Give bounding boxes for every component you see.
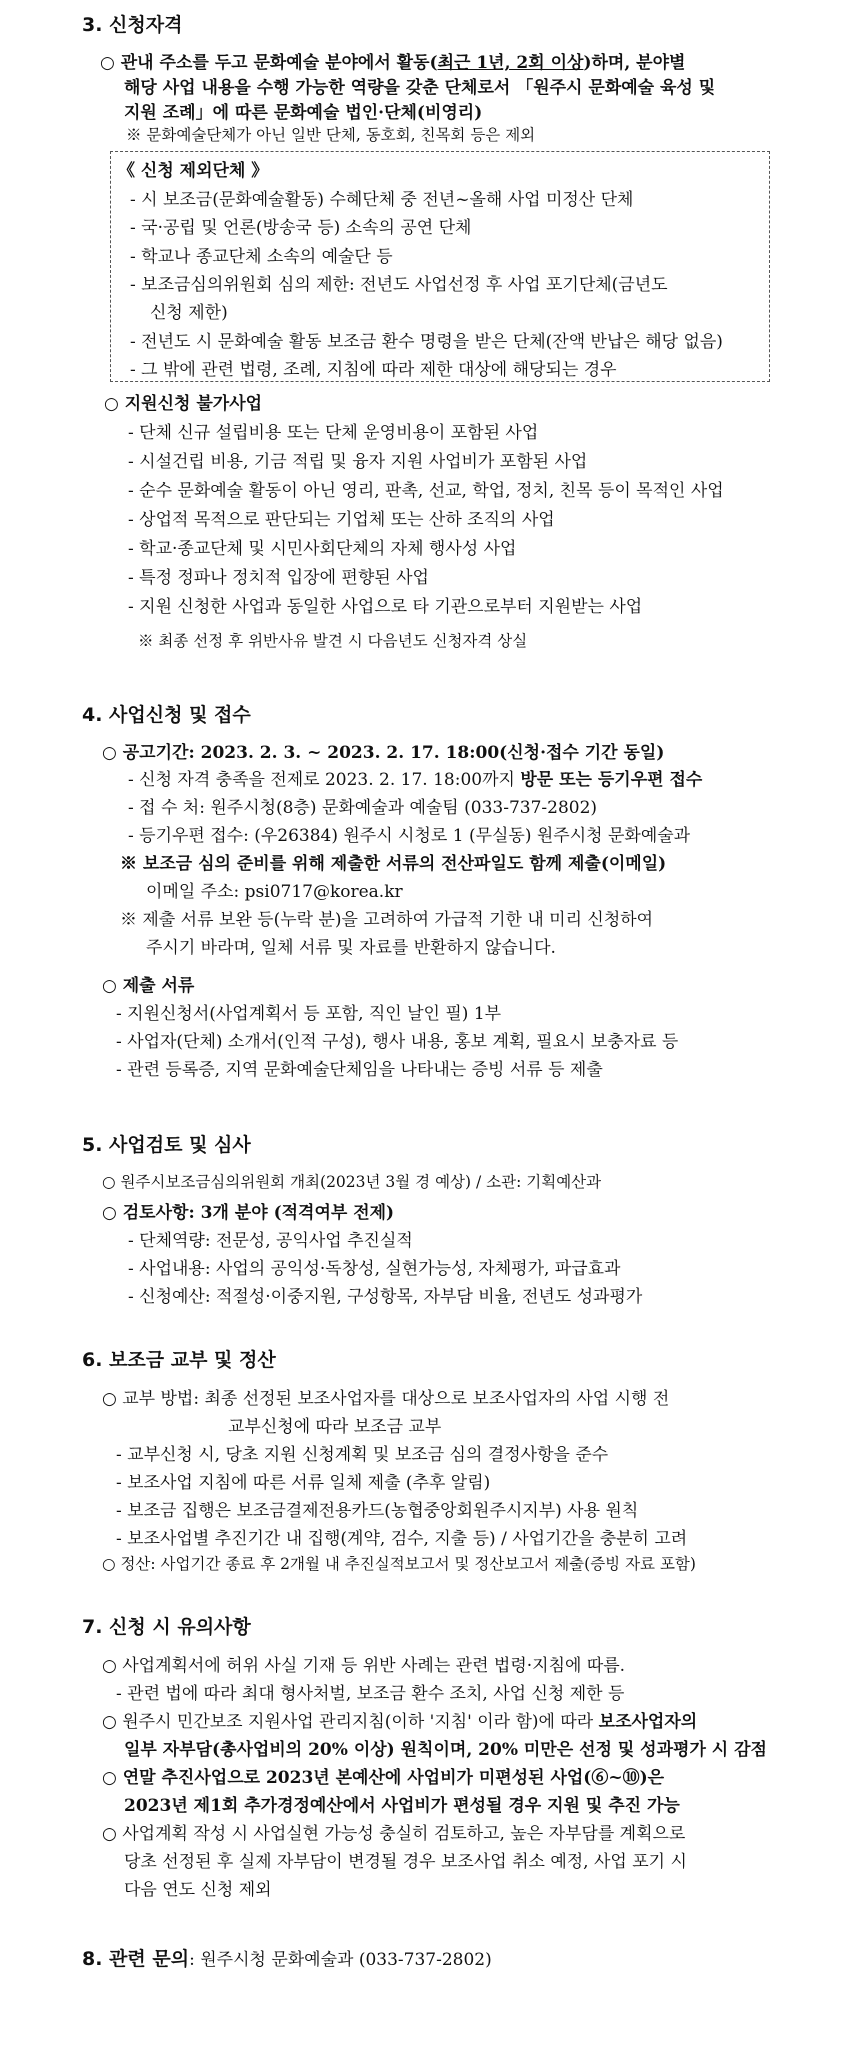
- unsupported-item: - 상업적 목적으로 판단되는 기업체 또는 산하 조직의 사업: [128, 510, 555, 530]
- s7-line5: ○ 연말 추진사업으로 2023년 본예산에 사업비가 미편성된 사업(⑥~⑩)은: [102, 1768, 665, 1788]
- s7-line4: 일부 자부담(총사업비의 20% 이상) 원칙이며, 20% 미만은 선정 및 성과평가 시 감점: [124, 1740, 767, 1760]
- s4-doc-item: - 사업자(단체) 소개서(인적 구성), 행사 내용, 홍보 계획, 필요시 보충자료 등: [116, 1032, 679, 1052]
- s5-item: - 사업내용: 사업의 공익성·독창성, 실현가능성, 자체평가, 파급효과: [128, 1259, 621, 1279]
- unsupported-title: ○ 지원신청 불가사업: [104, 394, 263, 414]
- s6-item: - 보조사업 지침에 따른 서류 일체 제출 (추후 알림): [116, 1473, 491, 1493]
- section-7-title: 7. 신청 시 유의사항: [82, 1616, 251, 1638]
- unsupported-item: - 지원 신청한 사업과 동일한 사업으로 타 기관으로부터 지원받는 사업: [128, 597, 643, 617]
- s6-item: - 보조사업별 추진기간 내 집행(계약, 검수, 지출 등) / 사업기간을 충분히 고려: [116, 1529, 688, 1549]
- excluded-item: - 학교나 종교단체 소속의 예술단 등: [130, 247, 393, 267]
- excluded-item: - 시 보조금(문화예술활동) 수혜단체 중 전년~올해 사업 미정산 단체: [130, 190, 634, 210]
- s4-doc-item: - 지원신청서(사업계획서 등 포함, 직인 날인 필) 1부: [116, 1004, 502, 1024]
- excluded-item: - 보조금심의위원회 심의 제한: 전년도 사업선정 후 사업 포기단체(금년도: [130, 275, 668, 295]
- s4-note2b: 주시기 바라며, 일체 서류 및 자료를 반환하지 않습니다.: [146, 938, 556, 958]
- section-6-title: 6. 보조금 교부 및 정산: [82, 1349, 276, 1371]
- s4-line2: - 접 수 처: 원주시청(8층) 문화예술과 예술팀 (033-737-2802): [128, 798, 598, 818]
- contact-text: : 원주시청 문화예술과 (033-737-2802): [189, 1950, 492, 1970]
- s5-line2: ○ 검토사항: 3개 분야 (적격여부 전제): [102, 1203, 395, 1223]
- s4-line1: - 신청 자격 충족을 전제로 2023. 2. 17. 18:00까지 방문 또는 등기우편 접수: [128, 770, 703, 790]
- unsupported-item: - 순수 문화예술 활동이 아닌 영리, 판촉, 선교, 학업, 정치, 친목 등이 목적인 사업: [128, 481, 724, 501]
- unsupported-note: ※ 최종 선정 후 위반사유 발견 시 다음년도 신청자격 상실: [138, 632, 528, 650]
- unsupported-item: - 단체 신규 설립비용 또는 단체 운영비용이 포함된 사업: [128, 423, 539, 443]
- s7-line1: ○ 사업계획서에 허위 사실 기재 등 위반 사례는 관련 법령·지침에 따름.: [102, 1656, 626, 1676]
- s7-line9: 다음 연도 신청 제외: [124, 1880, 272, 1900]
- s4-email: 이메일 주소: psi0717@korea.kr: [146, 882, 403, 902]
- s4-doc-item: - 관련 등록증, 지역 문화예술단체임을 나타내는 증빙 서류 등 제출: [116, 1060, 603, 1080]
- s7-line2: - 관련 법에 따라 최대 형사처벌, 보조금 환수 조치, 사업 신청 제한 등: [116, 1684, 625, 1704]
- s4-line3: - 등기우편 접수: (우26384) 원주시 시청로 1 (무실동) 원주시청 문화예술과: [128, 826, 691, 846]
- s3-intro-line3: 지원 조례」에 따른 문화예술 법인·단체(비영리): [124, 103, 483, 123]
- s3-intro-note: ※ 문화예술단체가 아닌 일반 단체, 동호회, 친목회 등은 제외: [126, 126, 536, 144]
- excluded-item: - 그 밖에 관련 법령, 조례, 지침에 따라 제한 대상에 해당되는 경우: [130, 360, 617, 380]
- s7-line8: 당초 선정된 후 실제 자부담이 변경될 경우 보조사업 취소 예정, 사업 포기 시: [124, 1852, 687, 1872]
- section-8: [82, 1944, 492, 1971]
- section-3-title: 3. 신청자격: [82, 14, 183, 36]
- s3-intro-line1: ○ 관내 주소를 두고 문화예술 분야에서 활동(최근 1년, 2회 이상)하며, 분야별: [100, 53, 686, 73]
- s7-line7: ○ 사업계획 작성 시 사업실현 가능성 충실히 검토하고, 높은 자부담를 계획으로: [102, 1824, 686, 1844]
- s5-line1: ○ 원주시보조금심의위원회 개최(2023년 3월 경 예상) / 소관: 기획예산과: [102, 1173, 602, 1191]
- unsupported-item: - 특정 정파나 정치적 입장에 편향된 사업: [128, 568, 429, 588]
- s4-note2a: ※ 제출 서류 보완 등(누락 분)을 고려하여 가급적 기한 내 미리 신청하여: [120, 910, 654, 930]
- s7-line3: ○ 원주시 민간보조 지원사업 관리지침(이하 '지침' 이라 함)에 따라 보조사업자의: [102, 1712, 698, 1732]
- s4-period: ○ 공고기간: 2023. 2. 3. ~ 2023. 2. 17. 18:00(신청·접수 기간 동일): [102, 743, 665, 763]
- s6-item: - 보조금 집행은 보조금결제전용카드(농협중앙회원주시지부) 사용 원칙: [116, 1501, 639, 1521]
- section-8-title: 8. 관련 문의: [82, 1948, 190, 1970]
- section-4-title: 4. 사업신청 및 접수: [82, 704, 251, 726]
- unsupported-item: - 시설건립 비용, 기금 적립 및 융자 지원 사업비가 포함된 사업: [128, 452, 588, 472]
- s6-line1b: 교부신청에 따라 보조금 교부: [228, 1417, 442, 1437]
- s3-intro-line2: 해당 사업 내용을 수행 가능한 역량을 갖춘 단체로서 「원주시 문화예술 육성 및: [124, 78, 716, 98]
- excluded-item: 신청 제한): [150, 303, 228, 323]
- s6-settlement: ○ 정산: 사업기간 종료 후 2개월 내 추진실적보고서 및 정산보고서 제출(증빙 자료 포함): [102, 1555, 696, 1573]
- s6-line1: ○ 교부 방법: 최종 선정된 보조사업자를 대상으로 보조사업자의 사업 시행 전: [102, 1389, 670, 1409]
- excluded-groups-title: 《 신청 제외단체 》: [118, 161, 269, 181]
- s4-docs-title: ○ 제출 서류: [102, 976, 195, 996]
- excluded-item: - 국·공립 및 언론(방송국 등) 소속의 공연 단체: [130, 218, 472, 238]
- s6-item: - 교부신청 시, 당초 지원 신청계획 및 보조금 심의 결정사항을 준수: [116, 1445, 609, 1465]
- unsupported-item: - 학교·종교단체 및 시민사회단체의 자체 행사성 사업: [128, 539, 517, 559]
- s5-item: - 신청예산: 적절성·이중지원, 구성항목, 자부담 비율, 전년도 성과평가: [128, 1287, 643, 1307]
- section-5-title: 5. 사업검토 및 심사: [82, 1134, 251, 1156]
- s7-line6: 2023년 제1회 추가경정예산에서 사업비가 편성될 경우 지원 및 추진 가능: [124, 1796, 680, 1816]
- s5-item: - 단체역량: 전문성, 공익사업 추진실적: [128, 1231, 413, 1251]
- excluded-item: - 전년도 시 문화예술 활동 보조금 환수 명령을 받은 단체(잔액 반납은 해당 없음): [130, 332, 723, 352]
- s4-note1: ※ 보조금 심의 준비를 위해 제출한 서류의 전산파일도 함께 제출(이메일): [120, 854, 667, 874]
